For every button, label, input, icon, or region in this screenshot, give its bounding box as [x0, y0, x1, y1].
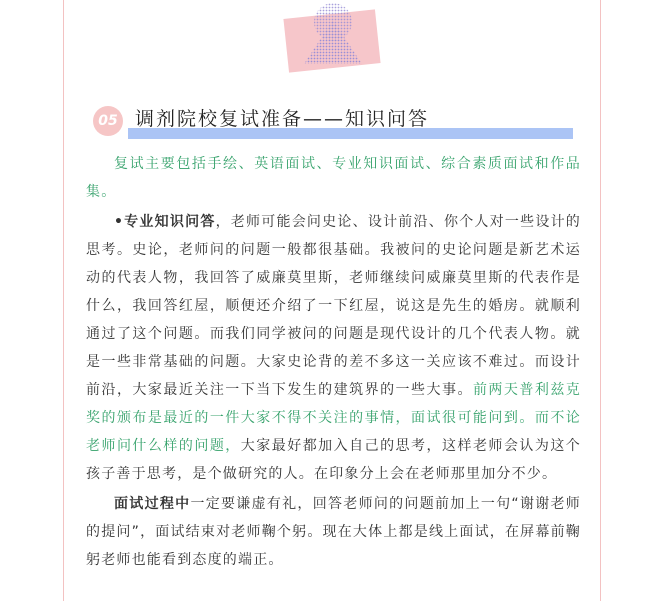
- label-knowledge-qa: 专业知识问答: [124, 214, 216, 230]
- article-body: [86, 150, 581, 576]
- intro-paragraph: 复试主要包括手绘、英语面试、专业知识面试、综合素质面试和作品集。: [86, 156, 581, 200]
- paragraph-knowledge: [86, 208, 581, 488]
- text-interview: 一定要谦虚有礼，回答老师问的问题前加上一句“谢谢老师的提问”，面试结束对老师鞠个躬。现在大体上都是线上面试，在屏幕前鞠躬老师也能看到态度的端正。: [86, 496, 582, 568]
- page-frame-left: [63, 0, 64, 601]
- text-knowledge-a: ，老师可能会问史论、设计前沿、你个人对一些设计的思考。史论，老师问的问题一般都很基础。我被问的史论问题是新艺术运动的代表人物，我回答了威廉莫里斯，老师继续问威廉莫里斯的代表作是什么，我回答红屋，顺便还介绍了一下红屋，说这是先生的婚房。就顺利通过了这个问题。而我们同学被问的问题是现代设计的几个代表人物。就是一些非常基础的问题。大家史论背的差不多这一关应该不难过。而设计前沿，大家最近关注一下当下发生的建筑界的一些大事。: [86, 214, 581, 398]
- page-frame-right: [600, 0, 601, 601]
- section-heading: [93, 100, 573, 142]
- text-knowledge-b: 大家最好都加入自己的思考，这样老师会认为这个孩子善于思考，是个做研究的人。在印象分上会在老师那里加分不少。: [86, 438, 582, 482]
- bullet-dot: •: [114, 214, 125, 230]
- section-title: 调剂院校复试准备——知识问答: [135, 108, 430, 130]
- text-knowledge-highlight: 前两天普利兹克奖的颁布是最近的一件大家不得不关注的事情，面试很可能问到。而不论老师问什么样的问题，: [86, 382, 582, 454]
- label-interview-process: 面试过程中: [114, 496, 191, 512]
- decorative-graphic: [280, 0, 390, 80]
- section-number-badge: 05: [93, 106, 123, 136]
- paragraph-interview: [86, 490, 581, 574]
